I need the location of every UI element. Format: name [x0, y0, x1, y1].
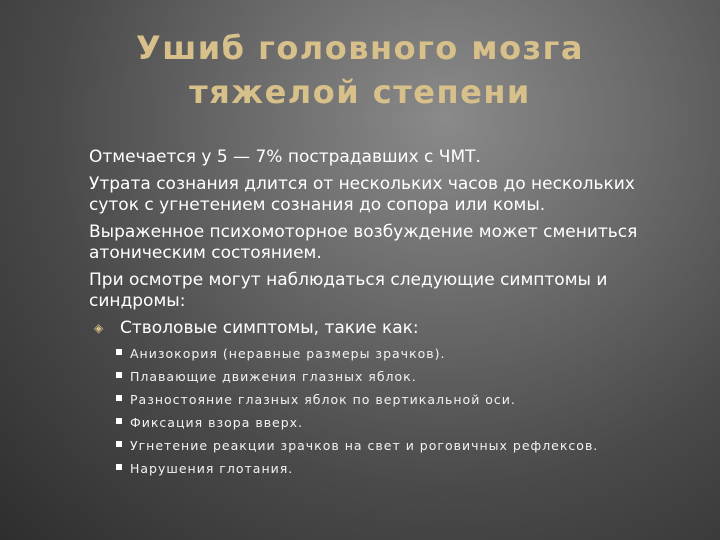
symptom-item [89, 368, 649, 385]
symptom-text: Плавающие движения глазных яблок. [130, 369, 417, 384]
symptom-item [89, 437, 649, 454]
symptom-item [89, 414, 649, 431]
brainstem-symptoms-heading [89, 318, 649, 339]
square-bullet-icon [116, 441, 122, 447]
symptom-text: Нарушения глотания. [130, 461, 294, 476]
slide-body [89, 147, 649, 483]
square-bullet-icon [116, 349, 122, 355]
paragraph-consciousness: Утрата сознания длится от нескольких часов до нескольких суток с угнетением сознания до сопора или комы. [89, 174, 635, 215]
slide-title-line-1: Ушиб головного мозга [136, 29, 584, 67]
brainstem-symptoms-label: Стволовые симптомы, такие как: [120, 318, 419, 338]
slide-title [60, 26, 660, 114]
symptom-item [89, 345, 649, 362]
symptom-text: Угнетение реакции зрачков на свет и роговичных рефлексов. [130, 438, 599, 453]
symptom-text: Разностояние глазных яблок по вертикальной оси. [130, 392, 516, 407]
symptom-text: Фиксация взора вверх. [130, 415, 304, 430]
symptom-text: Анизокория (неравные размеры зрачков). [130, 346, 446, 361]
slide-title-line-2: тяжелой степени [189, 73, 531, 111]
square-bullet-icon [116, 464, 122, 470]
square-bullet-icon [116, 395, 122, 401]
symptom-item [89, 391, 649, 408]
paragraph-symptoms-intro: При осмотре могут наблюдаться следующие симптомы и синдромы: [89, 270, 608, 311]
diamond-bullet-icon: ◈ [94, 321, 104, 335]
paragraph-agitation: Выраженное психомоторное возбуждение может смениться атоническим состоянием. [89, 222, 638, 263]
square-bullet-icon [116, 418, 122, 424]
square-bullet-icon [116, 372, 122, 378]
paragraph-incidence: Отмечается у 5 — 7% пострадавших с ЧМТ. [89, 147, 481, 167]
symptom-item [89, 460, 649, 477]
